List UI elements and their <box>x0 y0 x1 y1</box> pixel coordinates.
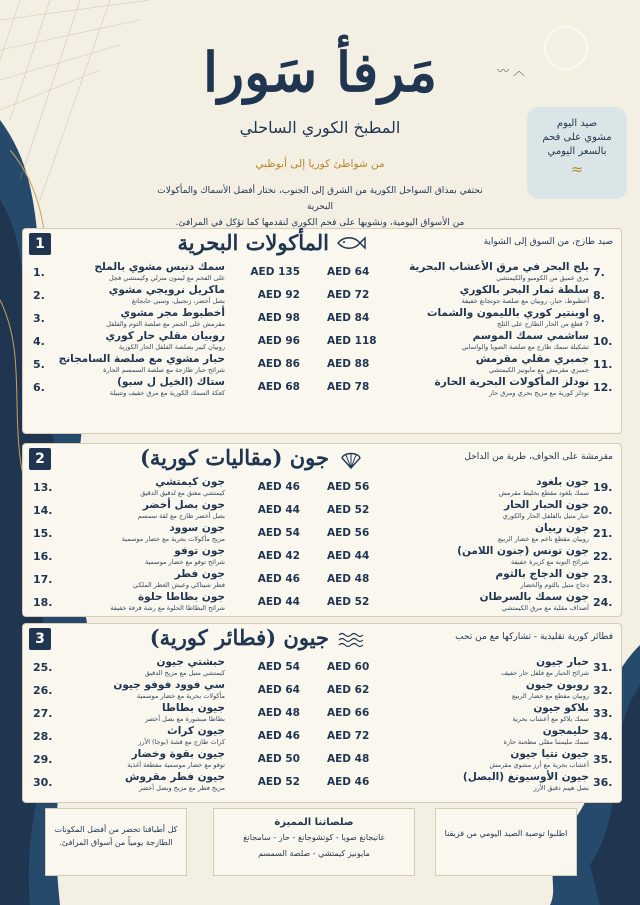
item-price: AED 86 <box>257 358 300 370</box>
section-jeon <box>22 443 622 617</box>
item-description: كعكة السمك الكورية مع مرق خفيف وتتبيلة <box>109 389 225 397</box>
item-description: أعشاب بحرية مع أرز مشوي مقرمش <box>489 761 589 769</box>
item-description: بصل أخضر، زنجبيل، وسبي حابجانغ <box>131 297 225 305</box>
item-description: كيمتشي معتق مع لدقيق الدقيق <box>140 489 225 497</box>
footer-sauces-line-1: غانيجانغ صويا - كوتشوجانغ - حار - سامجانغ <box>243 833 385 842</box>
item-number: 22. <box>593 550 613 563</box>
item-name: جون بلغود <box>536 476 589 488</box>
item-number: 9. <box>593 312 605 325</box>
item-name: بلاكو جيون <box>533 702 589 714</box>
menu-column-right <box>327 261 617 399</box>
item-description: تشكيلة سمك طازج مع صلصة الصويا والواسابي <box>461 343 589 351</box>
menu-item <box>29 476 319 499</box>
item-description: مزيج مأكولات بحرية مع خضار موسمية <box>121 535 225 543</box>
item-name: ستاك (الخيل ل سبو) <box>117 376 225 388</box>
fish-icon: ≈ <box>571 162 583 178</box>
item-price: AED 56 <box>327 527 370 539</box>
menu-item <box>327 702 617 725</box>
item-number: 5. <box>33 358 45 371</box>
menu-item <box>327 499 617 522</box>
bird-icon: 〰 ︿ <box>497 64 525 78</box>
menu-item <box>327 568 617 591</box>
footer-right-text: اطلبوا توصية الصيد اليومي من فريقنا <box>444 829 568 838</box>
item-price: AED 88 <box>327 358 370 370</box>
item-name: جيون بقوة وخضار <box>131 748 225 760</box>
item-price: AED 96 <box>257 335 300 347</box>
daily-catch-badge <box>527 107 627 199</box>
footer <box>45 808 623 883</box>
item-number: 6. <box>33 381 45 394</box>
item-description: مقرمش على الجمر مع صلصة الثوم والفلفل <box>106 320 225 328</box>
section-seafood <box>22 228 622 434</box>
item-number: 17. <box>33 573 53 586</box>
item-number: 8. <box>593 289 605 302</box>
restaurant-title: مَرفأ سَورا <box>202 40 437 104</box>
item-description: سمك بلغود مقطع بخليط مقرمش <box>498 489 589 497</box>
menu-item <box>327 522 617 545</box>
waves-icon <box>335 630 367 650</box>
restaurant-subtitle: المطبخ الكوري الساحلي <box>239 118 401 137</box>
item-description: بصل هيبم دقيق الأرز <box>533 784 589 792</box>
item-description: روبيان مقطع ناعم مع خضار الربيع <box>497 535 589 543</box>
item-name: جيون كراث <box>167 725 225 737</box>
menu-item <box>29 702 319 725</box>
item-number: 2. <box>33 289 45 302</box>
item-description: 7 قطع من الحار الطازج على الثلج <box>497 320 589 328</box>
menu-item <box>29 591 319 614</box>
section-title: جون (مقاليات كورية) <box>139 445 329 470</box>
item-price: AED 46 <box>257 730 300 742</box>
item-number: 1. <box>33 266 45 279</box>
menu-item <box>29 725 319 748</box>
item-name: جون الحبار الحار <box>504 499 589 511</box>
menu-item <box>327 725 617 748</box>
menu-item <box>327 545 617 568</box>
menu-item <box>327 679 617 702</box>
item-price: AED 84 <box>327 312 370 324</box>
section-jiyun <box>22 623 622 803</box>
item-price: AED 42 <box>257 550 300 562</box>
item-number: 35. <box>593 753 613 766</box>
item-description: كراث طازج مع قشة (بوجا) الأرز <box>138 738 225 746</box>
menu-item <box>327 261 617 284</box>
menu-item <box>327 748 617 771</box>
item-price: AED 44 <box>327 550 370 562</box>
menu-column-left <box>29 476 319 614</box>
menu-column-left <box>29 261 319 399</box>
item-number: 23. <box>593 573 613 586</box>
item-number: 21. <box>593 527 613 540</box>
item-description: شرائح حبار طازجة مع صلصة السمسم الحارة <box>103 366 225 374</box>
item-description: شرائح الحبار مع فلفل حار خفيف <box>501 669 589 677</box>
item-number: 33. <box>593 707 613 720</box>
item-description: دجاج متبل بالثوم والخضار <box>520 581 589 589</box>
item-name: جيون الأوسيونغ (البصل) <box>462 771 589 783</box>
item-description: سمك مليمتنا مقلي مطحنة حارة <box>503 738 589 746</box>
item-number: 15. <box>33 527 53 540</box>
item-name: جون ربيان <box>535 522 589 534</box>
section-number: 2 <box>29 448 51 470</box>
item-price: AED 68 <box>257 381 300 393</box>
item-name: جون فطر <box>174 568 225 580</box>
item-name: جون بصل أخضر <box>142 499 225 511</box>
menu-item <box>29 353 319 376</box>
item-name: جيون فطر مقروش <box>125 771 225 783</box>
intro-text <box>150 183 490 231</box>
item-number: 10. <box>593 335 613 348</box>
item-name: جون سوود <box>169 522 225 534</box>
item-name: حبشتي جيون <box>156 656 225 668</box>
item-number: 32. <box>593 684 613 697</box>
item-description: أخطبوط، حبار، روبيان مع صلصة جوتجانغ خفيفة <box>461 297 589 305</box>
item-description: مرق عميق من الكومبو والكيمتشي <box>496 274 589 282</box>
item-price: AED 64 <box>327 266 370 278</box>
shell-icon <box>335 450 367 470</box>
item-price: AED 62 <box>327 684 370 696</box>
menu-item <box>29 499 319 522</box>
item-name: جون الدجاج بالثوم <box>495 568 589 580</box>
menu-item <box>327 771 617 794</box>
item-name: جون بطاطا حلوة <box>137 591 225 603</box>
item-number: 4. <box>33 335 45 348</box>
item-number: 16. <box>33 550 53 563</box>
item-description: فطر شيتاكي وعيش الغطر الملكي <box>133 581 225 589</box>
item-description: أصداف مقلية مع مرق الكيمتشي <box>501 604 589 612</box>
menu-item <box>327 656 617 679</box>
item-description: شرائح البطاطا الحلوة مع رشة قرفة خفيفة <box>110 604 225 612</box>
menu-item <box>327 284 617 307</box>
item-price: AED 48 <box>327 573 370 585</box>
item-name: جيون بطاطا <box>162 702 225 714</box>
menu-item <box>327 476 617 499</box>
item-price: AED 48 <box>327 753 370 765</box>
item-price: AED 135 <box>250 266 300 278</box>
item-number: 24. <box>593 596 613 609</box>
footer-sauces <box>213 808 415 876</box>
item-number: 30. <box>33 776 53 789</box>
item-description: مأكولات بحرية مع خضار موسمية <box>136 692 225 700</box>
menu-column-right <box>327 656 617 794</box>
item-price: AED 46 <box>327 776 370 788</box>
item-description: على الفحم مع ليمون منزلي وكيمتشي فجل <box>109 274 225 282</box>
item-price: AED 44 <box>257 504 300 516</box>
item-price: AED 66 <box>327 707 370 719</box>
section-note: فطائر كورية تقليدية - تشاركها مع من تحب <box>455 632 613 642</box>
item-price: AED 52 <box>327 596 370 608</box>
item-price: AED 52 <box>327 504 370 516</box>
item-price: AED 44 <box>257 596 300 608</box>
item-number: 26. <box>33 684 53 697</box>
item-description: بصل أخضر طازج مع لقة سمسم <box>137 512 225 520</box>
item-name: جون سمك بالسرطان <box>479 591 589 603</box>
item-price: AED 52 <box>257 776 300 788</box>
item-name: أخطبوط مجر مشوي <box>120 307 225 319</box>
item-number: 3. <box>33 312 45 325</box>
footer-recommendation <box>435 808 577 876</box>
menu-item <box>327 330 617 353</box>
item-price: AED 78 <box>327 381 370 393</box>
section-number: 3 <box>29 628 51 650</box>
item-number: 11. <box>593 358 613 371</box>
item-name: ساشمي سمك الموسم <box>472 330 589 342</box>
item-description: كيمتشي متبل مع مزيج الدقيق <box>144 669 225 677</box>
item-description: شرائح توفو مع خضار موسمية <box>145 558 225 566</box>
item-name: جون كيمتشي <box>155 476 225 488</box>
item-name: حبار جيون <box>536 656 589 668</box>
item-description: توفو مع خضار موسمية مقطعة أغذية <box>127 761 225 769</box>
menu-item <box>29 261 319 284</box>
item-price: AED 54 <box>257 661 300 673</box>
item-name: روبيان مقلي حار كوري <box>105 330 225 342</box>
item-number: 34. <box>593 730 613 743</box>
item-number: 25. <box>33 661 53 674</box>
daily-catch-line-2: مشوي على فحم <box>542 132 612 143</box>
footer-sauces-line-2: مايونيز كيمتشي - صلصة السمسم <box>258 849 370 858</box>
item-number: 20. <box>593 504 613 517</box>
item-name: نودلز المأكولات البحرية الحارة <box>434 376 589 388</box>
item-name: جمبري مقلي مقرمش <box>475 353 589 365</box>
item-number: 36. <box>593 776 613 789</box>
menu-column-right <box>327 476 617 614</box>
menu-item <box>29 568 319 591</box>
item-price: AED 46 <box>257 573 300 585</box>
item-price: AED 64 <box>257 684 300 696</box>
item-name: ماكريل نرويجي مشوي <box>108 284 225 296</box>
menu-item <box>327 307 617 330</box>
tagline: من شواطئ كوريا إلى أبوظبي <box>255 158 385 170</box>
item-price: AED 98 <box>257 312 300 324</box>
item-price: AED 60 <box>327 661 370 673</box>
item-number: 14. <box>33 504 53 517</box>
item-number: 28. <box>33 730 53 743</box>
menu-item <box>29 545 319 568</box>
daily-catch-line-1: صيد اليوم <box>556 118 598 129</box>
item-name: اوبنتير كوري بالليمون والشمات <box>426 307 589 319</box>
item-number: 18. <box>33 596 53 609</box>
item-description: جمبري مقرمش مع مايونيز الكيمتشي <box>488 366 589 374</box>
item-number: 19. <box>593 481 613 494</box>
item-price: AED 72 <box>327 730 370 742</box>
item-name: سي فوود فوفو جيون <box>113 679 225 691</box>
menu-item <box>29 522 319 545</box>
menu-item <box>29 771 319 794</box>
item-number: 31. <box>593 661 613 674</box>
menu-item <box>29 307 319 330</box>
item-description: حبار متبل بالفلفل الحار والكوري <box>502 512 589 520</box>
footer-fresh-note <box>45 808 187 876</box>
item-name: سلطة ثمار البحر بالكوري <box>459 284 589 296</box>
item-price: AED 92 <box>257 289 300 301</box>
item-description: مزيج فطر مع مزيج وبصل أخضر <box>139 784 225 792</box>
section-note: صيد طازج، من السوق إلى الشواية <box>483 237 613 247</box>
item-name: بلح البحر في مرق الأعشاب البحرية <box>409 261 589 273</box>
menu-item <box>29 656 319 679</box>
footer-sauces-title: صلصاتنا المميزة <box>274 817 354 828</box>
fish-icon <box>335 235 367 255</box>
menu-item <box>327 376 617 399</box>
item-number: 29. <box>33 753 53 766</box>
item-price: AED 54 <box>257 527 300 539</box>
intro-line-2: من الأسواق اليومية، ونشويها على فحم الكوري لنقدمها كما تؤكل في المرافئ. <box>175 218 465 228</box>
item-name: روبون جيون <box>525 679 589 691</box>
item-number: 7. <box>593 266 605 279</box>
sun-icon <box>544 26 588 70</box>
item-price: AED 118 <box>327 335 377 347</box>
section-number: 1 <box>29 233 51 255</box>
menu-item <box>29 330 319 353</box>
intro-line-1: نحتفي بمذاق السواحل الكورية من الشرق إلى الجنوب، نختار أفضل الأسماك والمأكولات البحرية <box>157 186 483 212</box>
item-number: 13. <box>33 481 53 494</box>
item-description: شرائح التونه مع كزبرة خفيفة <box>511 558 589 566</box>
section-title: جيون (فطائر كورية) <box>149 625 329 650</box>
item-number: 12. <box>593 381 613 394</box>
item-name: جيون تتيا جيون <box>510 748 589 760</box>
item-name: حبار مشوي مع صلصة السامجانج <box>58 353 225 365</box>
section-note: مقرمشة على الحواف، طرية من الداخل <box>464 452 613 462</box>
item-price: AED 46 <box>257 481 300 493</box>
daily-catch-line-3: بالسعر اليومي <box>547 146 607 157</box>
item-name: حليمجون <box>542 725 589 737</box>
item-number: 27. <box>33 707 53 720</box>
menu-item <box>327 591 617 614</box>
menu-item <box>29 679 319 702</box>
item-price: AED 48 <box>257 707 300 719</box>
item-price: AED 72 <box>327 289 370 301</box>
item-description: روبيان كبير بصلصة الفلفل الحار الكورية <box>118 343 225 351</box>
item-name: جون توفو <box>174 545 225 557</box>
item-description: روبيان مقطع مع خضار الربيع <box>512 692 589 700</box>
section-title: المأكولات البحرية <box>177 230 329 255</box>
item-price: AED 50 <box>257 753 300 765</box>
footer-left-text: كل أطباقنا تحضر من أفضل المكونات الطازجة يومياً من أسواق المرافئ. <box>54 825 178 847</box>
menu-item <box>29 284 319 307</box>
menu-item <box>29 748 319 771</box>
item-description: نودلز كورية مع مزيج بحري ومرق حار <box>489 389 589 397</box>
item-name: سمك دنيس مشوي بالملح <box>94 261 225 273</box>
menu-column-left <box>29 656 319 794</box>
item-price: AED 56 <box>327 481 370 493</box>
item-description: سمك بلاكو مع أعشاب بحرية <box>512 715 589 723</box>
item-description: بطاطا مبشورة مع بصل أخضر <box>144 715 225 723</box>
menu-item <box>327 353 617 376</box>
item-name: جون تونس (جنون اللامن) <box>457 545 589 557</box>
menu-item <box>29 376 319 399</box>
